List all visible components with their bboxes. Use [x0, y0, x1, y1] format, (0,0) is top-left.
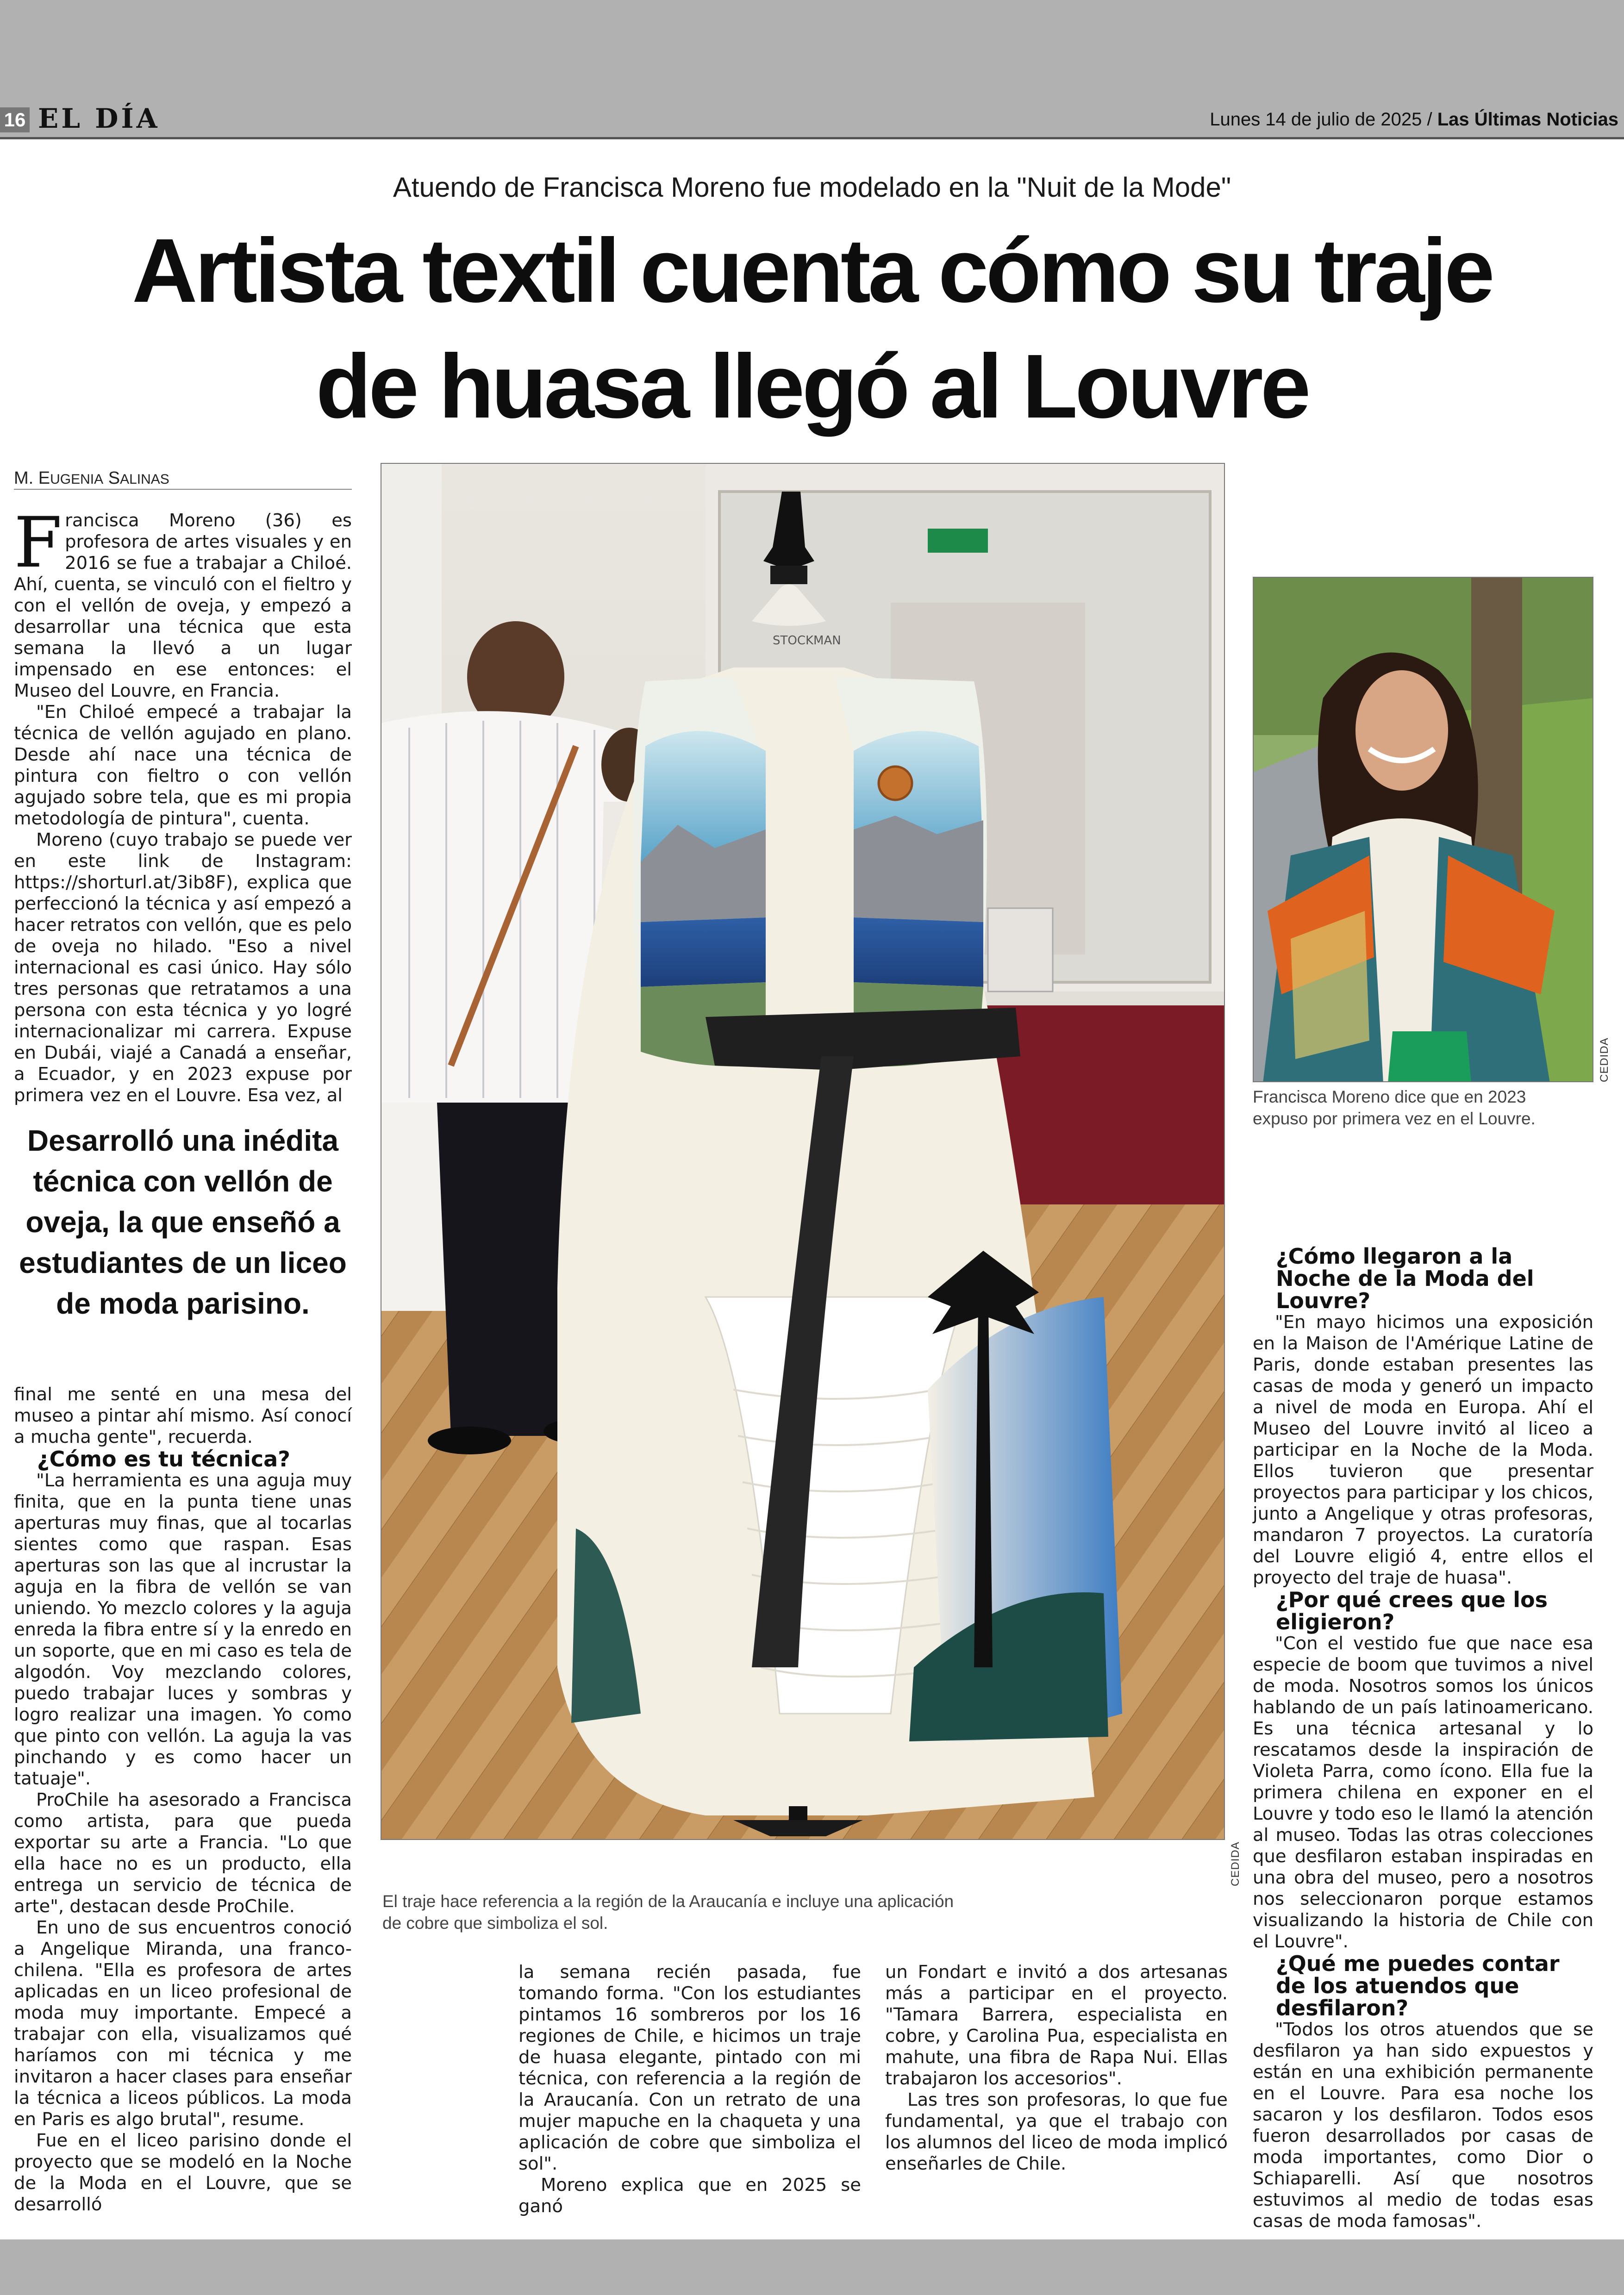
pull-quote: Desarrolló una inédita técnica con vellón de oveja, la que enseñó a estudiantes de un liceo de moda parisino.: [19, 1124, 347, 1320]
column-1-bottom: [14, 1384, 352, 2215]
column-1-top: [14, 503, 352, 1106]
dateline: Lunes 14 de julio de 2025 / Las Últimas Noticias: [1210, 109, 1618, 130]
page-number: 16: [0, 107, 30, 132]
paragraph: final me senté en una mesa del museo a pintar ahí mismo. Así conocí a mucha gente", recuerda.: [14, 1384, 352, 1447]
issue-date: Lunes 14 de julio de 2025: [1210, 109, 1422, 130]
portrait-illustration: [1254, 578, 1593, 1082]
side-photo-portrait: [1253, 577, 1593, 1082]
paragraph: Fue en el liceo parisino donde el proyecto que se modeló en la Noche de la Moda en el Louvre, que se desarrolló: [14, 2130, 352, 2215]
paragraph: la semana recién pasada, fue tomando forma. "Con los estudiantes pintamos 16 sombreros por los 16 regiones de Chile, e hicimos un traje de huasa elegante, pintado con mi técnica, con referencia a la región de la Araucanía. Con un retrato de una mujer mapuche en la chaqueta y una aplicación de cobre que simboliza el sol".: [518, 1962, 861, 2174]
headline-line-1: Artista textil cuenta cómo su traje: [132, 220, 1492, 321]
main-photo-caption: El traje hace referencia a la región de la Araucanía e incluye una aplicación de cobre que simboliza el sol.: [382, 1892, 954, 1933]
dress-photo-illustration: [381, 464, 1225, 1840]
mannequin-label: STOCKMAN: [773, 634, 841, 648]
main-photo-credit: CEDIDA: [1229, 1841, 1242, 1886]
publication-name: Las Últimas Noticias: [1437, 109, 1618, 130]
column-3: [885, 1962, 1228, 2175]
paragraph: "La herramienta es una aguja muy finita, que en la punta tiene unas aperturas muy finas, que al tocarlas sientes como que raspan. Esas aperturas son las que al incrustar la aguja en la fibra de vellón se van uniendo. Yo mezclo colores y la aguja enreda la fibra entre sí y la enredo en un soporte, que en mi caso es tela de algodón. Voy mezclando colores, puedo trabajar luces y sombras y logro realizar una imagen. Yo como que pinto con vellón. La aguja la vas pinchando y es como hacer un tatuaje".: [14, 1470, 352, 1789]
paragraph: Francisca Moreno (36) es profesora de artes visuales y en 2016 se fue a trabajar a Chiloé. Ahí, cuenta, se vinculó con el fieltro y con el vellón de oveja, y empezó a desarrollar una técnica que esta semana la llevó a un lugar impensado en ese entonces: el Museo del Louvre, en Francia.: [14, 503, 352, 701]
paragraph: "En Chiloé empecé a trabajar la técnica de vellón agujado en plano. Desde ahí nace una técnica de pintura con fieltro o con vellón agujado sobre tela, que es mi propia metodología de pintura", cuenta.: [14, 702, 352, 829]
question-heading: ¿Cómo llegaron a la Noche de la Moda del Louvre?: [1276, 1244, 1534, 1313]
paragraph: Moreno explica que en 2025 se ganó: [518, 2175, 861, 2217]
question-heading: ¿Por qué crees que los eligieron?: [1276, 1587, 1548, 1634]
column-2: [518, 1962, 861, 2217]
article-headline: [28, 213, 1596, 444]
headline-line-2: de huasa llegó al Louvre: [316, 336, 1308, 437]
question-heading: ¿Qué me puedes contar de los atuendos que desfilaron?: [1276, 1951, 1560, 2021]
question-heading: ¿Cómo es tu técnica?: [37, 1447, 290, 1472]
byline: M. EUGENIA SALINAS: [14, 468, 169, 488]
article-kicker: Atuendo de Francisca Moreno fue modelado en la "Nuit de la Mode": [393, 172, 1231, 203]
paragraph: "En mayo hicimos una exposición en la Maison de l'Amérique Latine de Paris, donde estaban presentes las casas de moda y generó un impacto a nivel de moda en Europa. Ahí el Museo del Louvre invitó al liceo a participar en la Noche de la Moda. Ellos tuvieron que presentar proyectos para participar y los chicos, junto a Angelique y otras profesoras, mandaron 7 proyectos. La curatoría del Louvre eligió 4, entre ellos el proyecto del traje de huasa".: [1253, 1312, 1593, 1588]
paragraph: ProChile ha asesorado a Francisca como artista, para que pueda exportar su arte a Francia. "Lo que ella hace no es un producto, ella entrega un servicio de técnica de arte", destacan desde ProChile.: [14, 1790, 352, 1917]
paragraph: un Fondart e invitó a dos artesanas más a participar en el proyecto. "Tamara Barrera, especialista en cobre, y Carolina Pua, especialista en mahute, una fibra de Rapa Nui. Ellas trabajaron los accesorios".: [885, 1962, 1228, 2089]
drop-cap: F: [14, 503, 62, 583]
paragraph: En uno de sus encuentros conoció a Angelique Miranda, una franco-chilena. "Ella es profesora de artes aplicadas en un liceo profesional de moda muy importante. Empecé a trabajar con ella, visualizamos qué haríamos con mi técnica y me invitaron a hacer clases para enseñar la técnica a liceos públicos. La moda en Paris es algo brutal", resume.: [14, 1917, 352, 2130]
column-4: [1253, 1245, 1593, 2232]
bottom-margin: [0, 2239, 1624, 2295]
paragraph: Moreno (cuyo trabajo se puede ver en este link de Instagram: https://shorturl.at/3ib8F), explica que perfeccionó la técnica y así empezó a hacer retratos con vellón, que es pelo de oveja no hilado. "Eso a nivel internacional es casi único. Hay sólo tres personas que retratamos a una persona con esta técnica y yo logré internacionalizar mi carrera. Expuse en Dubái, viajé a Canadá a enseñar, a Ecuador, y en 2023 expuse por primera vez en el Louvre. Esa vez, al: [14, 829, 352, 1106]
side-photo-credit: CEDIDA: [1598, 1037, 1611, 1082]
byline-rule: [14, 489, 352, 490]
side-photo-caption: Francisca Moreno dice que en 2023 expuso por primera vez en el Louvre.: [1253, 1087, 1536, 1128]
paragraph: Las tres son profesoras, lo que fue fundamental, ya que el trabajo con los alumnos del liceo de moda implicó enseñarles de Chile.: [885, 2089, 1228, 2174]
section-name: EL DÍA: [38, 103, 160, 134]
paragraph: "Todos los otros atuendos que se desfilaron ya han sido expuestos y están en una exhibición permanente en el Louvre. Para esa noche los sacaron y los desfilaron. Todos esos fueron desarrollados por casas de moda importantes, como Dior o Schiaparelli. Así que nosotros estuvimos al medio de todas esas casas de moda famosas".: [1253, 2019, 1593, 2232]
main-photo-dress: [381, 463, 1225, 1840]
header-rule: [0, 137, 1624, 139]
paragraph: "Con el vestido fue que nace esa especie de boom que tuvimos a nivel de moda. Nosotros somos los únicos hablando de un país latinoamericano. Es una técnica artesanal y lo rescatamos desde la inspiración de Violeta Parra, como ícono. Ella fue la primera chilena en exponer en el Louvre y todo eso le llamó la atención al museo. Todas las otras colecciones que desfilaron estaban inspiradas en una obra del museo, pero a nosotros nos seleccionaron porque estamos visualizando la historia de Chile con el Louvre".: [1253, 1633, 1593, 1952]
